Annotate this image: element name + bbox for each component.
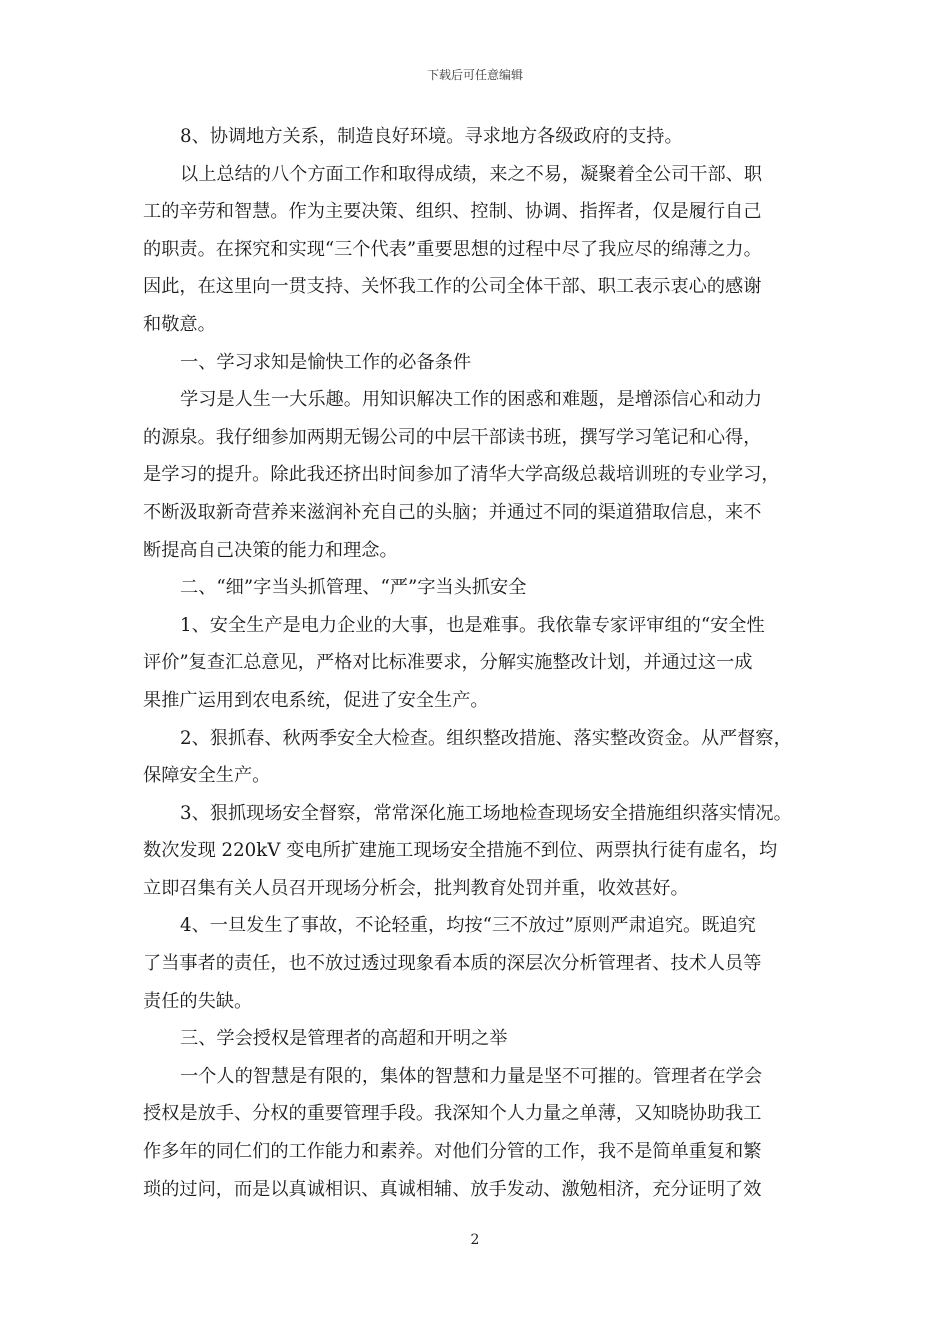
page-number: 2 bbox=[470, 1232, 480, 1248]
paragraph-line: 的职责。在探究和实现“三个代表”重要思想的过程中尽了我应尽的绵薄之力。 bbox=[143, 238, 762, 260]
paragraph-line: 不断汲取新奇营养来滋润补充自己的头脑；并通过不同的渠道猎取信息，来不 bbox=[143, 501, 762, 523]
paragraph bbox=[143, 156, 811, 344]
paragraph-line: 和敬意。 bbox=[143, 313, 216, 335]
paragraph-line: 一、学习求知是愉快工作的必备条件 bbox=[180, 351, 472, 373]
paragraph-line: 2、狠抓春、秋两季安全大检查。组织整改措施、落实整改资金。从严督察， bbox=[180, 727, 792, 749]
paragraph-line: 果推广运用到农电系统，促进了安全生产。 bbox=[143, 689, 489, 711]
paragraph bbox=[143, 381, 811, 569]
paragraph-line: 责任的失缺。 bbox=[143, 990, 253, 1012]
paragraph-line: 因此，在这里向一贯支持、关怀我工作的公司全体干部、职工表示衷心的感谢 bbox=[143, 276, 762, 298]
document-body bbox=[143, 118, 811, 1208]
paragraph-line: 3、狠抓现场安全督察，常常深化施工场地检查现场安全措施组织落实情况。 bbox=[180, 802, 792, 824]
paragraph-line: 8、协调地方关系，制造良好环境。寻求地方各级政府的支持。 bbox=[180, 126, 683, 147]
paragraph-line: 评价”复查汇总意见，严格对比标准要求，分解实施整改计划，并通过这一成 bbox=[143, 652, 753, 674]
paragraph-line: 以上总结的八个方面工作和取得成绩，来之不易，凝聚着全公司干部、职 bbox=[180, 163, 763, 185]
paragraph-line: 三、学会授权是管理者的高超和开明之举 bbox=[180, 1028, 508, 1050]
page-header: 下载后可任意编辑 bbox=[426, 68, 523, 82]
paragraph bbox=[143, 344, 811, 382]
paragraph bbox=[143, 1020, 811, 1058]
paragraph-line: 1、安全生产是电力企业的大事，也是难事。我依靠专家评审组的“安全性 bbox=[180, 614, 765, 636]
paragraph-line: 工的辛劳和智慧。作为主要决策、组织、控制、协调、指挥者，仅是履行自己 bbox=[143, 201, 762, 223]
paragraph-line: 一个人的智慧是有限的，集体的智慧和力量是坚不可摧的。管理者在学会 bbox=[180, 1065, 763, 1087]
paragraph-line: 的源泉。我仔细参加两期无锡公司的中层干部读书班，撰写学习笔记和心得， bbox=[143, 426, 762, 448]
paragraph-line: 数次发现 220kV 变电所扩建施工现场安全措施不到位、两票执行徒有虚名，均 bbox=[143, 840, 778, 862]
paragraph-line: 琐的过问，而是以真诚相识、真诚相辅、放手发动、激勉相济，充分证明了效 bbox=[143, 1178, 762, 1200]
paragraph bbox=[143, 118, 811, 156]
paragraph-line: 立即召集有关人员召开现场分析会，批判教育处罚并重，收效甚好。 bbox=[143, 877, 689, 899]
paragraph-line: 是学习的提升。除此我还挤出时间参加了清华大学高级总裁培训班的专业学习， bbox=[143, 464, 780, 486]
paragraph bbox=[143, 907, 811, 1020]
paragraph-line: 了当事者的责任，也不放过透过现象看本质的深层次分析管理者、技术人员等 bbox=[143, 953, 762, 975]
paragraph-line: 授权是放手、分权的重要管理手段。我深知个人力量之单薄，又知晓协助我工 bbox=[143, 1103, 762, 1125]
paragraph-line: 二、“细”字当头抓管理、“严”字当头抓安全 bbox=[180, 577, 527, 599]
paragraph bbox=[143, 720, 811, 795]
paragraph bbox=[143, 569, 811, 607]
paragraph bbox=[143, 1058, 811, 1208]
paragraph-line: 保障安全生产。 bbox=[143, 765, 271, 787]
paragraph-line: 断提高自己决策的能力和理念。 bbox=[143, 539, 398, 561]
paragraph-line: 作多年的同仁们的工作能力和素养。对他们分管的工作，我不是简单重复和繁 bbox=[143, 1141, 762, 1163]
paragraph bbox=[143, 795, 811, 908]
paragraph bbox=[143, 607, 811, 720]
paragraph-line: 学习是人生一大乐趣。用知识解决工作的困惑和难题，是增添信心和动力 bbox=[180, 389, 763, 411]
paragraph-line: 4、一旦发生了事故，不论轻重，均按“三不放过”原则严肃追究。既追究 bbox=[180, 915, 756, 937]
